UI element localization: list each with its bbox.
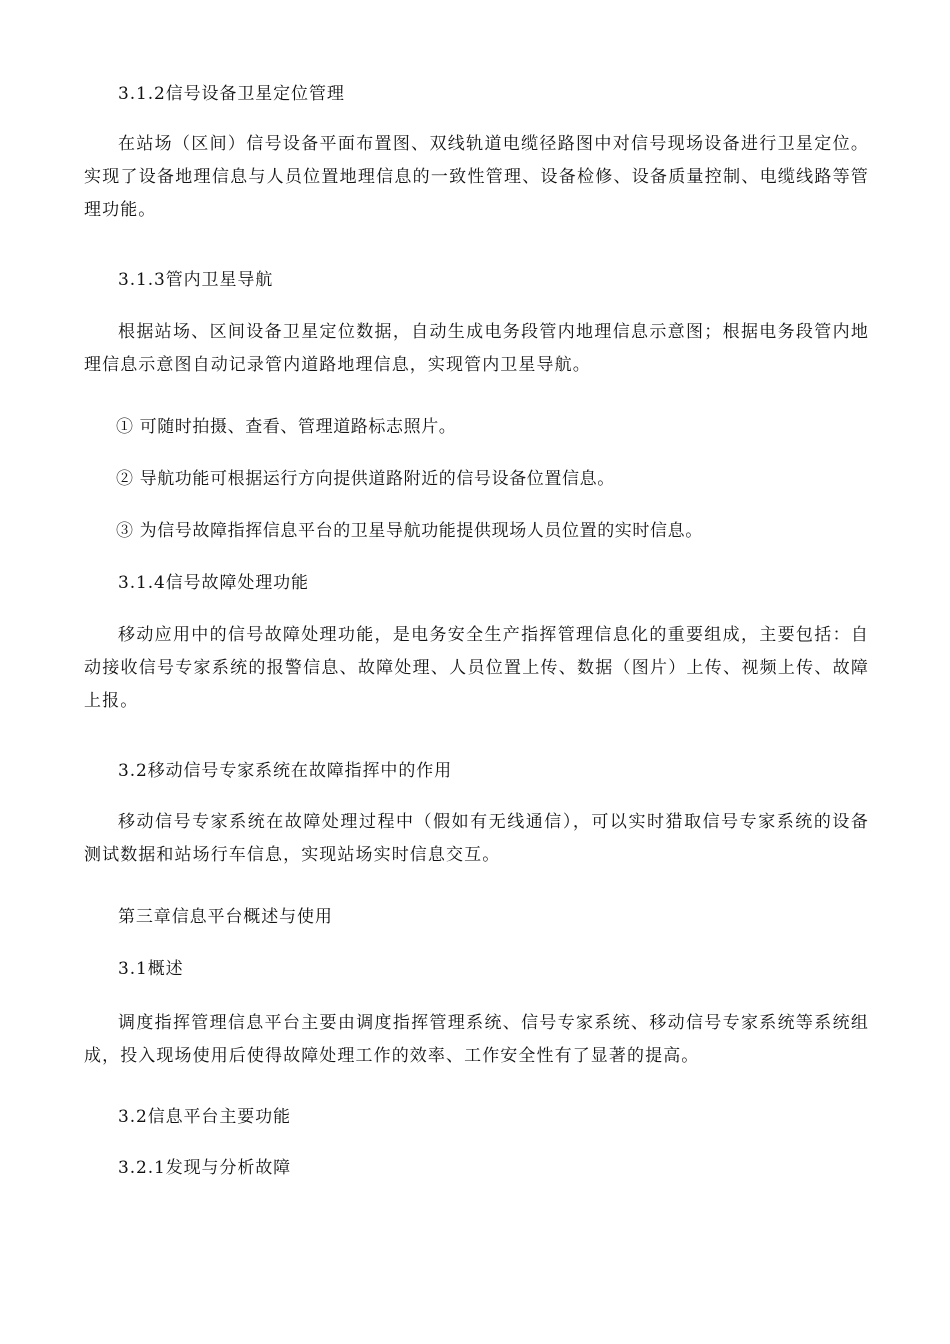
section-3-2-heading: 3.2信息平台主要功能	[118, 1107, 291, 1127]
section-3-1-body: 调度指挥管理信息平台主要由调度指挥管理系统、信号专家系统、移动信号专家系统等系统组成，投入现场使用后使得故障处理工作的效率、工作安全性有了显著的提高。	[84, 1013, 869, 1066]
section-3-1-2-heading: 3.1.2信号设备卫星定位管理	[118, 84, 345, 104]
section-3-1-4-heading: 3.1.4信号故障处理功能	[118, 573, 309, 593]
section-3-1-3-heading: 3.1.3管内卫星导航	[118, 270, 274, 290]
section-3-1-4-body: 移动应用中的信号故障处理功能，是电务安全生产指挥管理信息化的重要组成，主要包括：自动接收信号专家系统的报警信息、故障处理、人员位置上传、数据（图片）上传、视频上传、故障上报。	[84, 625, 869, 711]
section-3-2-mobile-heading: 3.2移动信号专家系统在故障指挥中的作用	[118, 761, 453, 781]
list-item-2: ② 导航功能可根据运行方向提供道路附近的信号设备位置信息。	[116, 469, 615, 489]
section-3-2-mobile-body: 移动信号专家系统在故障处理过程中（假如有无线通信），可以实时猎取信号专家系统的设备测试数据和站场行车信息，实现站场实时信息交互。	[84, 812, 869, 865]
list-item-3: ③ 为信号故障指挥信息平台的卫星导航功能提供现场人员位置的实时信息。	[116, 521, 703, 541]
chapter-3-heading: 第三章信息平台概述与使用	[118, 907, 333, 927]
section-3-2-1-heading: 3.2.1发现与分析故障	[118, 1158, 292, 1178]
section-3-1-heading: 3.1概述	[118, 959, 184, 979]
section-3-1-2-body: 在站场（区间）信号设备平面布置图、双线轨道电缆径路图中对信号现场设备进行卫星定位。实现了设备地理信息与人员位置地理信息的一致性管理、设备检修、设备质量控制、电缆线路等管理功能。	[84, 134, 869, 220]
section-3-1-3-body: 根据站场、区间设备卫星定位数据，自动生成电务段管内地理信息示意图；根据电务段管内地理信息示意图自动记录管内道路地理信息，实现管内卫星导航。	[84, 322, 869, 375]
list-item-1: ① 可随时拍摄、查看、管理道路标志照片。	[116, 417, 457, 437]
